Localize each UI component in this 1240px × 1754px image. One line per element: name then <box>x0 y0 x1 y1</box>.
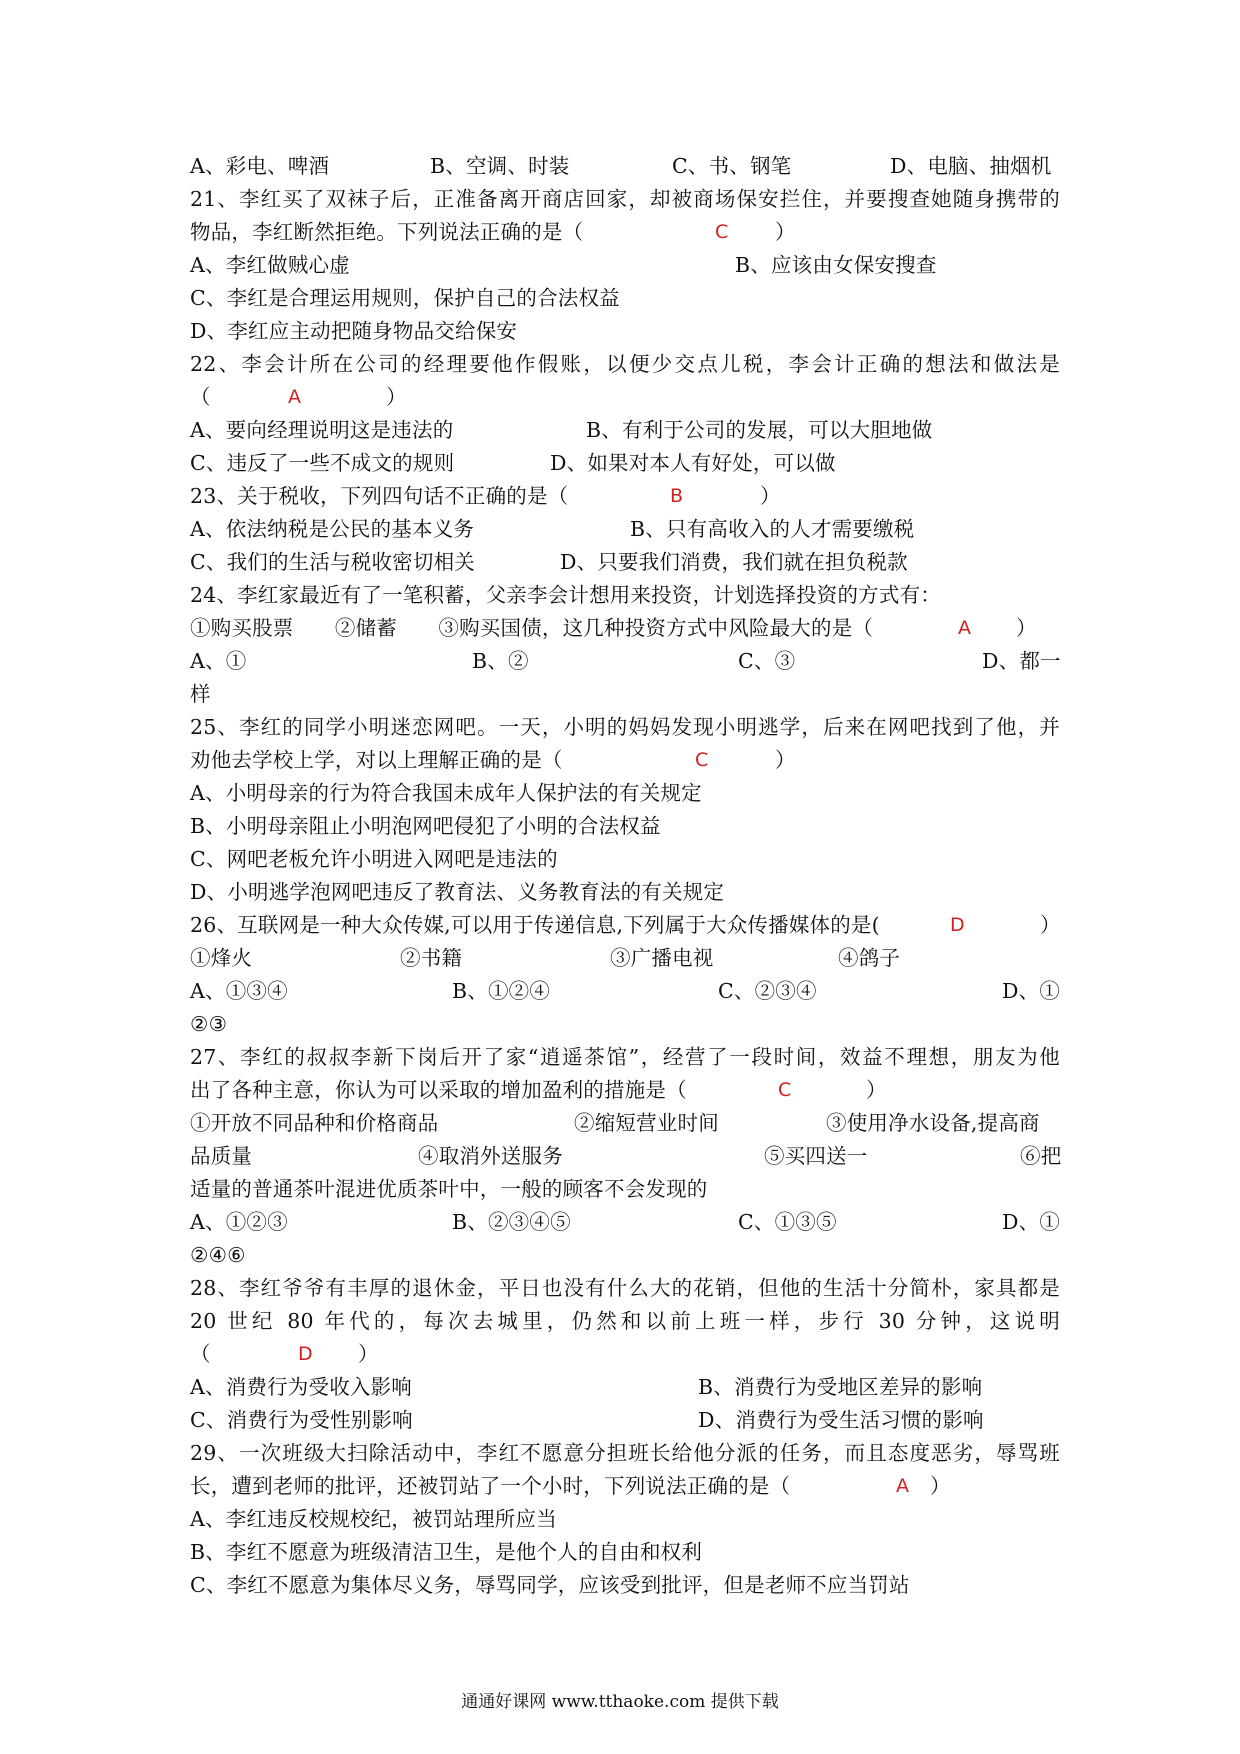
question-21-text-cont: 物品，李红断然拒绝。下列说法正确的是（ C ） <box>190 216 1060 248</box>
choice-item: ⑤买四送一 <box>764 1144 868 1168</box>
option-line <box>190 975 1060 1007</box>
option-line <box>190 1404 1060 1436</box>
option-b: B、有利于公司的发展，可以大胆地做 <box>586 418 933 442</box>
question-28-text: 28、李红爷爷有丰厚的退休金，平日也没有什么大的花销，但他的生活十分简朴，家具都是 <box>190 1276 1060 1300</box>
option-a: A、李红违反校规校纪，被罚站理所应当 <box>190 1507 557 1531</box>
option-c: C、②③④ <box>718 979 817 1003</box>
choice-item: 品质量 <box>190 1144 253 1168</box>
page-footer: 通通好课网 www.tthaoke.com 提供下载 <box>461 1692 779 1712</box>
option-d: D、① <box>1002 1210 1061 1234</box>
question-27-text: 27、李红的叔叔李新下岗后开了家“逍遥茶馆”，经营了一段时间，效益不理想，朋友为他 <box>190 1045 1060 1069</box>
question-22-text: 22、李会计所在公司的经理要他作假账，以便少交点儿税，李会计正确的想法和做法是 <box>190 352 1060 376</box>
question-25-text-cont: 劝他去学校上学，对以上理解正确的是（ C ） <box>190 744 1060 776</box>
question-24-text: 24、李红家最近有了一笔积蓄，父亲李会计想用来投资，计划选择投资的方式有： <box>190 583 941 607</box>
option-line <box>190 645 1060 677</box>
option-c: C、我们的生活与税收密切相关 <box>190 550 475 574</box>
option-b: B、只有高收入的人才需要缴税 <box>630 517 915 541</box>
option-d: D、都一 <box>982 649 1061 673</box>
question-29-text-cont: 长，遭到老师的批评，还被罚站了一个小时，下列说法正确的是（ A ） <box>190 1470 1060 1502</box>
option-b: B、②③④⑤ <box>452 1210 571 1234</box>
answer-mark: C <box>715 221 729 243</box>
option-d-cont: ②④⑥ <box>190 1243 246 1267</box>
option-line <box>190 1371 1060 1403</box>
option-d: D、李红应主动把随身物品交给保安 <box>190 319 518 343</box>
question-26-text: 26、互联网是一种大众传媒,可以用于传递信息,下列属于大众传播媒体的是( D ） <box>190 909 1060 941</box>
question-29-text: 29、一次班级大扫除活动中，李红不愿意分担班长给他分派的任务，而且态度恶劣，辱骂班 <box>190 1441 1060 1465</box>
answer-mark: B <box>670 485 684 507</box>
option-d: D、① <box>1002 979 1061 1003</box>
option-line <box>190 150 1060 182</box>
choice-item: ③使用净水设备,提高商 <box>826 1111 1040 1135</box>
answer-mark: C <box>778 1079 792 1101</box>
question-22-answer-line: （ A ） <box>190 381 1060 413</box>
option-a: A、依法纳税是公民的基本义务 <box>190 517 475 541</box>
option-a: A、消费行为受收入影响 <box>190 1375 413 1399</box>
option-line <box>190 447 1060 479</box>
choice-item: ②书籍 <box>400 946 463 970</box>
question-23-text: 23、关于税收，下列四句话不正确的是（ B ） <box>190 480 1060 512</box>
answer-mark: A <box>288 386 302 408</box>
option-b: B、② <box>472 649 529 673</box>
option-b: B、应该由女保安搜查 <box>735 253 937 277</box>
option-c: C、③ <box>738 649 796 673</box>
option-line <box>190 1206 1060 1238</box>
option-a: A、①②③ <box>190 1210 288 1234</box>
option-d: D、只要我们消费，我们就在担负税款 <box>560 550 908 574</box>
option-b: B、消费行为受地区差异的影响 <box>698 1375 983 1399</box>
choice-items-line <box>190 1107 1060 1139</box>
choice-items-line <box>190 942 1060 974</box>
option-d: D、小明逃学泡网吧违反了教育法、义务教育法的有关规定 <box>190 880 725 904</box>
choice-item: ④鸽子 <box>838 946 901 970</box>
option-d: D、电脑、抽烟机 <box>890 154 1052 178</box>
option-a: A、① <box>190 649 247 673</box>
choice-item-cont: 适量的普通茶叶混进优质茶叶中，一般的顾客不会发现的 <box>190 1177 708 1201</box>
option-d-cont: ②③ <box>190 1012 228 1036</box>
option-c: C、消费行为受性别影响 <box>190 1408 413 1432</box>
question-24-text-cont: ①购买股票 ②储蓄 ③购买国债，这几种投资方式中风险最大的是（ A ） <box>190 612 1060 644</box>
option-a: A、①③④ <box>190 979 288 1003</box>
choice-item: ②缩短营业时间 <box>574 1111 719 1135</box>
question-28-answer-line: （ D ） <box>190 1338 1060 1370</box>
choice-item: ⑥把 <box>1020 1144 1062 1168</box>
option-line <box>190 414 1060 446</box>
choice-item: ①烽火 <box>190 946 253 970</box>
choice-items-line <box>190 1140 1060 1172</box>
option-b: B、空调、时装 <box>430 154 570 178</box>
answer-mark: C <box>695 749 709 771</box>
option-line <box>190 546 1060 578</box>
option-b: B、小明母亲阻止小明泡网吧侵犯了小明的合法权益 <box>190 814 661 838</box>
option-c: C、①③⑤ <box>738 1210 837 1234</box>
option-line <box>190 513 1060 545</box>
option-d: D、如果对本人有好处，可以做 <box>550 451 836 475</box>
question-21-text: 21、李红买了双袜子后，正准备离开商店回家，却被商场保安拦住，并要搜查她随身携带的 <box>190 187 1060 211</box>
option-d-cont: 样 <box>190 682 211 706</box>
question-28-text-cont: 20 世纪 80 年代的，每次去城里，仍然和以前上班一样，步行 30 分钟，这说明 <box>190 1309 1060 1333</box>
option-line <box>190 249 1060 281</box>
question-27-text-cont: 出了各种主意，你认为可以采取的增加盈利的措施是（ C ） <box>190 1074 1060 1106</box>
option-c: C、李红是合理运用规则，保护自己的合法权益 <box>190 286 620 310</box>
option-c: C、李红不愿意为集体尽义务，辱骂同学，应该受到批评，但是老师不应当罚站 <box>190 1573 910 1597</box>
answer-mark: A <box>958 617 972 639</box>
choice-item: ④取消外送服务 <box>418 1144 563 1168</box>
option-a: A、小明母亲的行为符合我国未成年人保护法的有关规定 <box>190 781 702 805</box>
option-b: B、李红不愿意为班级清洁卫生，是他个人的自由和权利 <box>190 1540 703 1564</box>
option-c: C、网吧老板允许小明进入网吧是违法的 <box>190 847 558 871</box>
answer-mark: D <box>298 1343 313 1365</box>
option-c: C、违反了一些不成文的规则 <box>190 451 455 475</box>
option-a: A、要向经理说明这是违法的 <box>190 418 454 442</box>
option-a: A、李红做贼心虚 <box>190 253 350 277</box>
choice-item: ③广播电视 <box>610 946 714 970</box>
choice-item: ①开放不同品种和价格商品 <box>190 1111 439 1135</box>
option-a: A、彩电、啤酒 <box>190 154 330 178</box>
option-c: C、书、钢笔 <box>672 154 792 178</box>
option-d: D、消费行为受生活习惯的影响 <box>698 1408 984 1432</box>
answer-mark: A <box>896 1475 910 1497</box>
option-b: B、①②④ <box>452 979 551 1003</box>
answer-mark: D <box>950 914 965 936</box>
question-25-text: 25、李红的同学小明迷恋网吧。一天，小明的妈妈发现小明逃学，后来在网吧找到了他，并 <box>190 715 1060 739</box>
